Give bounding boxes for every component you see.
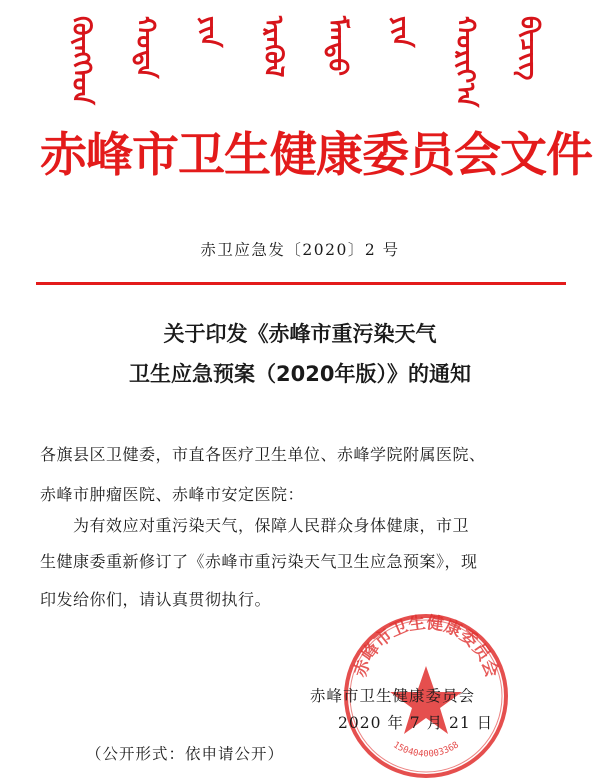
document-number: 赤卫应急发〔2020〕2 号 <box>200 241 400 259</box>
seal-text: 赤峰市卫生健康委员会 <box>350 612 502 680</box>
document-title-line-1: 关于印发《赤峰市重污染天气 <box>163 322 437 346</box>
mongolian-header <box>66 16 544 108</box>
body-paragraph-line-2: 生健康委重新修订了《赤峰市重污染天气卫生应急预案》，现 <box>40 552 478 571</box>
mongolian-word: ᠬᠣᠲᠠ <box>130 16 160 79</box>
addressee-line-1: 各旗县区卫健委，市直各医疗卫生单位、赤峰学院附属医院、 <box>40 445 486 464</box>
svg-text:1504040003368 <box>391 740 461 759</box>
issuer-title: 赤峰市卫生健康委员会文件 <box>40 128 592 183</box>
red-divider <box>36 282 566 285</box>
mongolian-word: ᠶᠢᠨ <box>386 16 416 48</box>
addressee-line-2: 赤峰市肿瘤医院、赤峰市安定医院： <box>40 485 305 504</box>
mongolian-word: ᠬᠣᠷᠢᠶ᠎ᠠ <box>450 16 480 108</box>
seal-code: 1504040003368 <box>391 740 461 760</box>
mongolian-word: ᠡᠷᠡᠭᠦᠯ <box>258 16 288 78</box>
signature-date: 2020 年 7 月 21 日 <box>338 714 494 732</box>
body-paragraph-line-1: 为有效应对重污染天气，保障人民群众身体健康，市卫 <box>73 516 470 535</box>
disclosure-note: （公开形式：依申请公开） <box>86 745 285 763</box>
mongolian-word: ᠪᠢᠴᠢᠭ <box>514 16 544 81</box>
body-paragraph-line-3: 印发给你们，请认真贯彻执行。 <box>40 590 272 609</box>
mongolian-word: ᠮᠡᠨᠳᠦ <box>322 16 352 76</box>
mongolian-word: ᠶᠢᠨ <box>194 16 224 48</box>
document-title-line-2: 卫生应急预案（2020年版）》的通知 <box>129 362 471 386</box>
mongolian-word: ᠬᠥᠩᠬᠡᠳ <box>66 16 96 105</box>
signature-organization: 赤峰市卫生健康委员会 <box>310 687 476 705</box>
